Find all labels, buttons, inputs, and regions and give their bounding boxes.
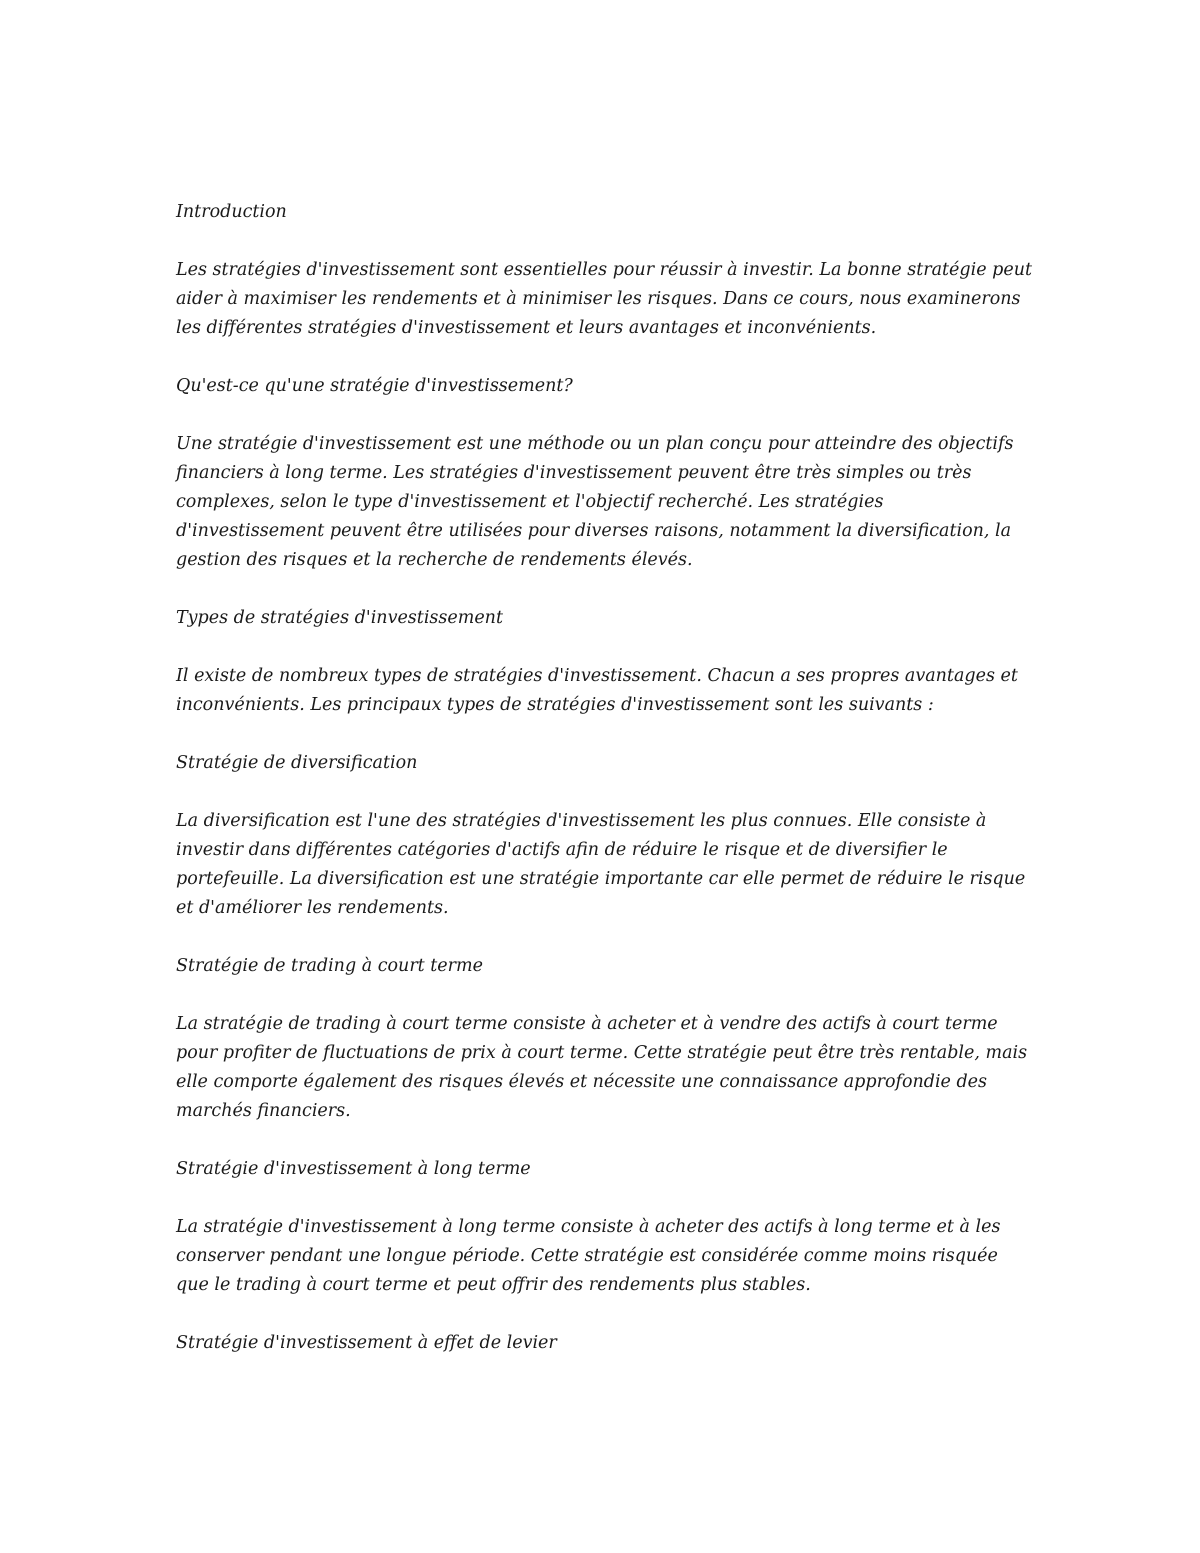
heading-introduction: Introduction: [176, 202, 287, 222]
document-body: [176, 198, 1036, 1387]
paragraph-diversification: La diversification est l'une des stratégies d'investissement les plus connues. Elle consiste à investir dans différentes catégories d'actifs afin de réduire le risque et de diversifier le portefeuille. La diversification est une stratégie importante car elle permet de réduire le risque et d'améliorer les rendements.: [176, 811, 1026, 918]
heading-long-term-investment: Stratégie d'investissement à long terme: [176, 1159, 531, 1179]
paragraph-what-is-strategy: Une stratégie d'investissement est une méthode ou un plan conçu pour atteindre des objectifs financiers à long terme. Les stratégies d'investissement peuvent être très simples ou très complexes, selon le type d'investissement et l'objectif recherché. Les stratégies d'investissement peuvent être utilisées pour diverses raisons, notamment la diversification, la gestion des risques et la recherche de rendements élevés.: [176, 434, 1014, 570]
heading-strategy-types: Types de stratégies d'investissement: [176, 608, 503, 628]
heading-what-is-strategy: Qu'est-ce qu'une stratégie d'investissement?: [176, 376, 573, 396]
paragraph-introduction: Les stratégies d'investissement sont essentielles pour réussir à investir. La bonne stratégie peut aider à maximiser les rendements et à minimiser les risques. Dans ce cours, nous examinerons les différentes stratégies d'investissement et leurs avantages et inconvénients.: [176, 260, 1032, 338]
heading-diversification: Stratégie de diversification: [176, 753, 418, 773]
paragraph-short-term-trading: La stratégie de trading à court terme consiste à acheter et à vendre des actifs à court terme pour profiter de fluctuations de prix à court terme. Cette stratégie peut être très rentable, mais elle comporte également des risques élevés et nécessite une connaissance approfondie des marchés financiers.: [176, 1014, 1028, 1121]
heading-leverage-investment: Stratégie d'investissement à effet de levier: [176, 1333, 557, 1353]
paragraph-strategy-types: Il existe de nombreux types de stratégies d'investissement. Chacun a ses propres avantages et inconvénients. Les principaux types de stratégies d'investissement sont les suivants :: [176, 666, 1018, 715]
paragraph-long-term-investment: La stratégie d'investissement à long terme consiste à acheter des actifs à long terme et à les conserver pendant une longue période. Cette stratégie est considérée comme moins risquée que le trading à court terme et peut offrir des rendements plus stables.: [176, 1217, 1001, 1295]
heading-short-term-trading: Stratégie de trading à court terme: [176, 956, 483, 976]
